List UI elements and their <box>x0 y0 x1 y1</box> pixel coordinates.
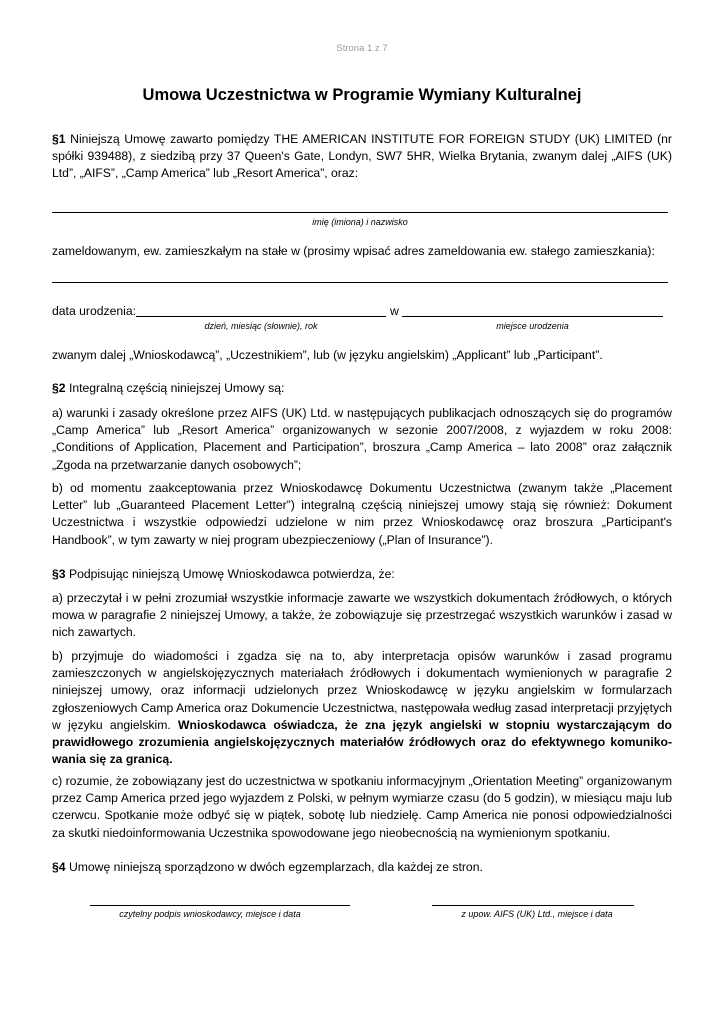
birth-date-label: data urodzenia: <box>52 304 137 318</box>
section-1-text: Niniejszą Umowę zawarto pomiędzy THE AMERICAN INSTITUTE FOR FOREIGN STUDY (UK) LIMITED (nr spółki 939488), z siedzibą przy 37 Queen's Gate, Londyn, SW7 5HR, Wielka Brytania, zwanym dalej „AIFS (UK) Ltd”, „AIFS”, „Camp America” lub „Resort America”, oraz: <box>52 132 672 181</box>
aifs-signature-line[interactable] <box>432 905 634 906</box>
birth-place-line[interactable] <box>402 316 663 317</box>
name-caption: imię (imiona) i nazwisko <box>312 217 408 227</box>
section-4: §4 Umowę niniejszą sporządzono w dwóch egzemplarzach, dla każdej ze stron. <box>52 860 483 874</box>
section-2-intro: §2 Integralną częścią niniejszej Umowy są: <box>52 381 285 395</box>
birth-place-caption: miejsce urodzenia <box>496 321 569 331</box>
section-2-item-a: a) warunki i zasady określone przez AIFS (UK) Ltd. w następujących publikacjach odnoszących się do programów „Camp America” lub „Resort America” organizowanych w sezonie 2007/2008, z wyjazdem w roku 2008: „Conditions of Application, Placement and Participation”, broszura „Camp America – lato 2008” oraz załącznik „Zgoda na przetwarzanie danych osobowych”; <box>52 406 672 472</box>
section-3-intro: §3 Podpisując niniejszą Umowę Wnioskodawca potwierdza, że: <box>52 567 395 581</box>
birth-date-caption: dzień, miesiąc (słownie), rok <box>204 321 318 331</box>
name-line[interactable] <box>52 212 668 213</box>
address-line[interactable] <box>52 282 668 283</box>
section-4-marker: §4 <box>52 860 66 874</box>
section-3-marker: §3 <box>52 567 66 581</box>
section-1 <box>52 131 672 183</box>
document-title: Umowa Uczestnictwa w Programie Wymiany Kulturalnej <box>142 86 582 104</box>
birth-w-label: w <box>390 304 399 318</box>
section-3-item-b: b) przyjmuje do wiadomości i zgadza się na to, aby interpretacja opisów warunków i zasad programu zamieszczonych w angielskojęzycznych materiałach źródłowych i dokumentach wymienionych w paragrafie 2 niniejszej umowy, oraz informacji udzielonych przez Wnioskodawcę w języku angielskim w formularzach zgłoszeniowych Camp America oraz Dokumencie Uczestnictwa, następowała według zasad interpretacji przyjętych w języku angielskim. Wnioskodawca oświadcza, że zna język angielski w stopniu wystarczającym do prawidłowego zrozumienia angielskojęzycznych materiałów źródłowych oraz do efektywnego komuniko-wania się za granicą. <box>52 649 672 767</box>
birth-date-line[interactable] <box>136 316 386 317</box>
applicant-signature-line[interactable] <box>90 905 350 906</box>
section-3-item-a: a) przeczytał i w pełni zrozumiał wszystkie informacje zawarte we wszystkich dokumentach źródłowych, o których mowa w paragrafie 2 niniejszej Umowy, a także, że zobowiązuje się przestrzegać wszystkich warunków i zasad w nich zawartych. <box>52 591 672 640</box>
section-2-item-b: b) od momentu zaakceptowania przez Wnioskodawcę Dokumentu Uczestnictwa (zwanym także „Placement Letter” lub „Guaranteed Placement Letter”) integralną częścią niniejszej umowy stają się również: Dokument Uczestnictwa i wszystkie odpowiedzi udzielone w nim przez Wnioskodawcę oraz broszura „Participant's Handbook”, w tym zawarty w niej program ubezpieczeniowy („Plan of Insurance”). <box>52 481 672 547</box>
language-declaration: Wnioskodawca oświadcza, że zna język angielski w stopniu wystarczającym do prawidłowego zrozumienia angielskojęzycznych materiałów źródłowych oraz do efektywnego komuniko-wania się za granicą. <box>52 717 672 767</box>
section-3-item-c: c) rozumie, że zobowiązany jest do uczestnictwa w spotkaniu informacyjnym „Orientation Meeting” organizowanym przez Camp America przed jego wyjazdem z Polski, w pełnym wymiarze czasu (do 5 godzin), w miesiącu maju lub czerwcu. Spotkanie może odbyć się w piątek, sobotę lub niedzielę. Camp America nie ponosi odpowiedzialności za skutki niedoinformowania Uczestnika spowodowane jego nieobecnością na wymienionym spotkaniu. <box>52 774 672 840</box>
address-label: zameldowanym, ew. zamieszkałym na stałe w (prosimy wpisać adres zameldowania ew. stałego zamieszkania): <box>52 244 655 258</box>
section-2-marker: §2 <box>52 381 66 395</box>
section-1-marker: §1 <box>52 132 66 146</box>
applicant-definition: zwanym dalej „Wnioskodawcą”, „Uczestnikiem”, lub (w języku angielskim) „Applicant” lub „Participant”. <box>52 348 603 362</box>
page-number: Strona 1 z 7 <box>336 43 388 54</box>
applicant-signature-caption: czytelny podpis wnioskodawcy, miejsce i data <box>119 909 301 919</box>
aifs-signature-caption: z upow. AIFS (UK) Ltd., miejsce i data <box>461 909 613 919</box>
